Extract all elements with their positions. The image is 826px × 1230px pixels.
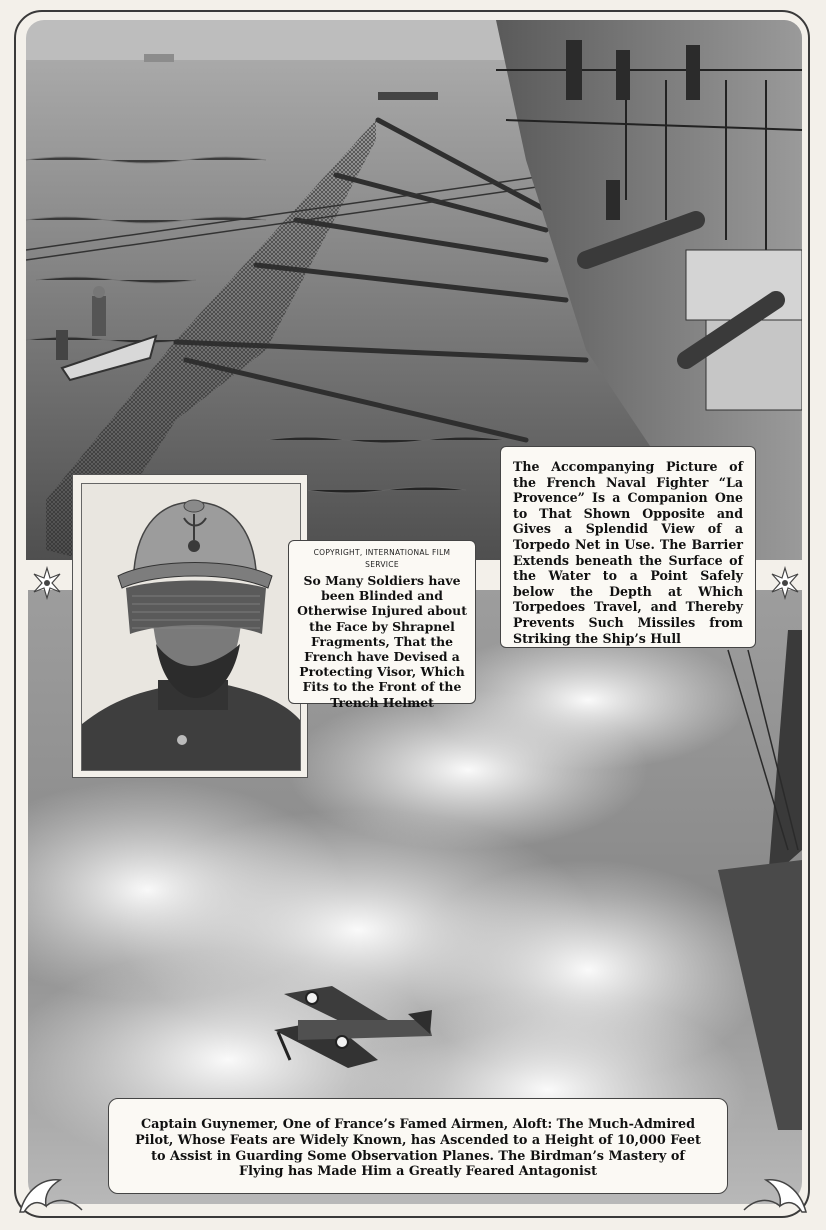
- airplane-caption-text: Captain Guynemer, One of France’s Famed Airmen, Aloft: The Much-Admired Pilot, Whose Feats are Widely Known, has Ascended to a Height of 10,000 Feet to Assist in Guarding Some Observation Planes. The Birdman’s Mastery of Flying has Made Him a Greatly Feared Antagonist: [135, 1117, 701, 1180]
- visor-photo-credit: COPYRIGHT, INTERNATIONAL FILM SERVICE: [313, 548, 451, 569]
- fleur-ornament-right-icon: [768, 566, 802, 600]
- soldier-visor-illustration: [82, 484, 300, 770]
- torpedo-net-caption: [500, 446, 756, 648]
- visor-portrait-frame: [72, 474, 308, 778]
- corner-ornament-left-icon: [16, 1170, 86, 1216]
- visor-caption-text: So Many Soldiers have been Blinded and Otherwise Injured about the Face by Shrapnel Fragments, That the French have Devised a Protecting Visor, Which Fits to the Front of the Trench Helmet: [297, 573, 467, 710]
- torpedo-net-caption-text: The Accompanying Picture of the French Naval Fighter “La Provence” Is a Companion One to That Shown Opposite and Gives a Splendid View of a Torpedo Net in Use. The Barrier Extends beneath the Surface of the Water to a Point Safely below the Depth at Which Torpedoes Travel, and Thereby Prevents Such Missiles from Striking the Ship’s Hull: [513, 459, 743, 646]
- corner-ornament-right-icon: [740, 1170, 810, 1216]
- fleur-ornament-left-icon: [30, 566, 64, 600]
- airplane-caption: [108, 1098, 728, 1194]
- visor-caption: [288, 540, 476, 710]
- visor-portrait-photo: [81, 483, 301, 771]
